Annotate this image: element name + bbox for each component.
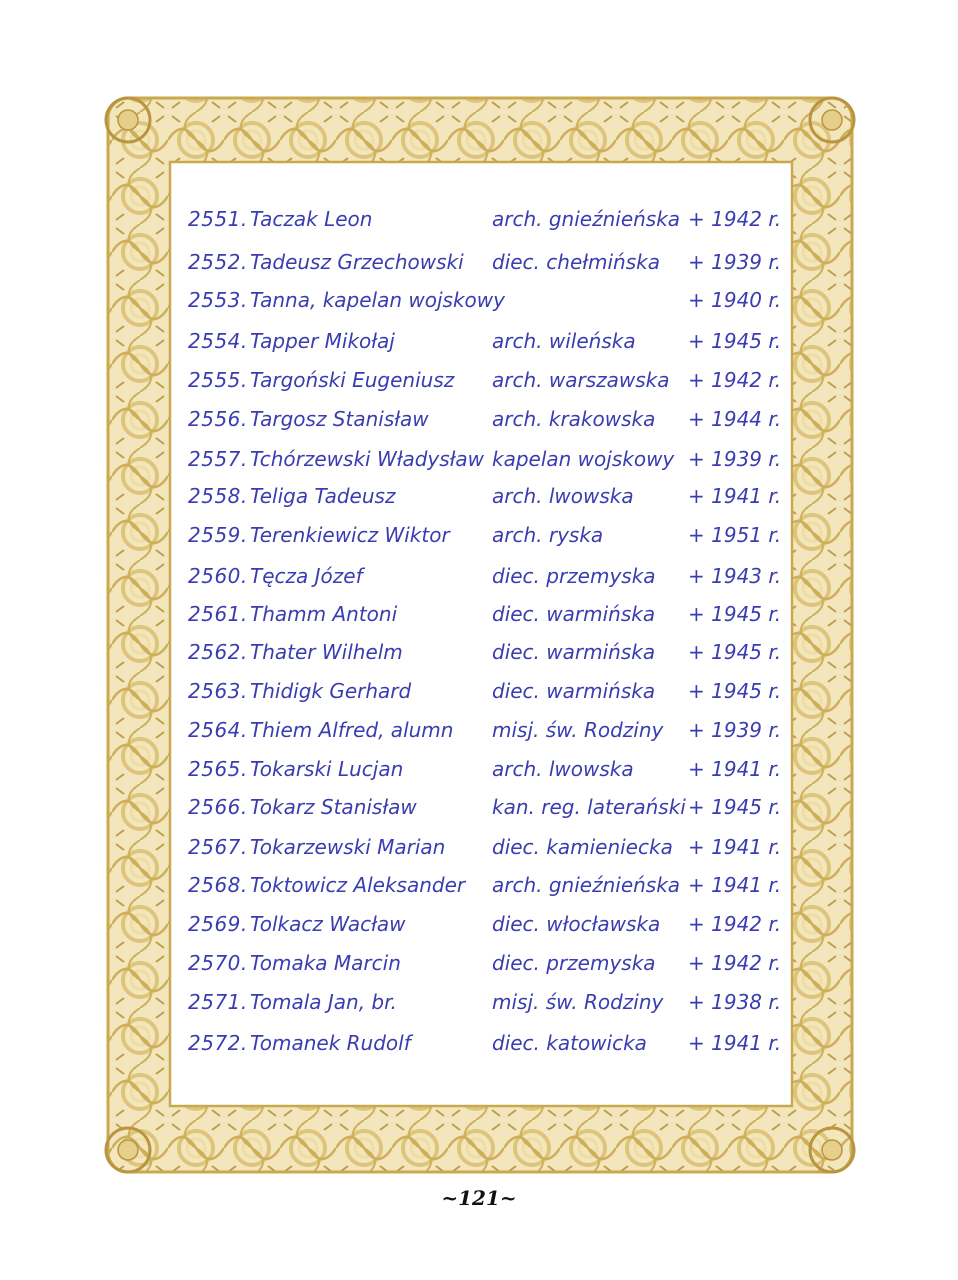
list-item [0,905,958,943]
entry-diocese: arch. lwowska [492,757,634,781]
entry-number: 2563. [188,679,248,703]
entry-diocese: kan. reg. laterański [492,795,686,819]
entry-death: + 1941 r. [688,757,782,781]
entry-number: 2564. [188,718,248,742]
entry-diocese: arch. ryska [492,523,604,547]
entry-number: 2571. [188,990,248,1014]
entry-number: 2554. [188,329,248,353]
entry-diocese: arch. krakowska [492,407,656,431]
entry-number: 2555. [188,368,248,392]
entry-number: 2570. [188,951,248,975]
entry-name: Toktowicz Aleksander [250,873,466,897]
entry-number: 2557. [188,447,248,471]
list-item [0,711,958,749]
entry-death: + 1944 r. [688,407,782,431]
list-item [0,200,958,238]
entry-number: 2558. [188,484,248,508]
entry-name: Tomala Jan, br. [250,990,397,1014]
list-item [0,400,958,438]
entry-death: + 1941 r. [688,873,782,897]
entry-number: 2553. [188,288,248,312]
entry-name: Tomanek Rudolf [250,1031,411,1055]
list-item [0,595,958,633]
entry-number: 2556. [188,407,248,431]
entry-death: + 1939 r. [688,447,782,471]
entry-death: + 1945 r. [688,640,782,664]
entry-death: + 1951 r. [688,523,782,547]
entry-name: Tomaka Marcin [250,951,401,975]
entry-number: 2561. [188,602,248,626]
entry-death: + 1942 r. [688,912,782,936]
entry-diocese: diec. warmińska [492,640,656,664]
entry-diocese: diec. włocławska [492,912,661,936]
entry-name: Taczak Leon [250,207,373,231]
entry-name: Tanna, kapelan wojskowy [250,288,505,312]
entry-death: + 1945 r. [688,602,782,626]
entry-death: + 1941 r. [688,1031,782,1055]
entry-name: Thater Wilhelm [250,640,403,664]
entry-number: 2565. [188,757,248,781]
entry-number: 2569. [188,912,248,936]
entry-name: Targoński Eugeniusz [250,368,455,392]
entry-diocese: diec. przemyska [492,951,656,975]
entry-number: 2552. [188,250,248,274]
entry-number: 2562. [188,640,248,664]
entry-diocese: diec. chełmińska [492,250,660,274]
list-item [0,633,958,671]
entry-name: Tokarz Stanisław [250,795,417,819]
entry-diocese: diec. katowicka [492,1031,647,1055]
list-item [0,866,958,904]
list-item [0,440,958,478]
entry-number: 2567. [188,835,248,859]
entry-name: Targosz Stanisław [250,407,429,431]
entry-number: 2551. [188,207,248,231]
page-number: ~121~ [441,1186,517,1210]
list-item [0,516,958,554]
entry-death: + 1945 r. [688,795,782,819]
entry-diocese: kapelan wojskowy [492,447,675,471]
entry-diocese: arch. gnieźnieńska [492,873,681,897]
entry-diocese: arch. wileńska [492,329,636,353]
entry-name: Thiem Alfred, alumn [250,718,454,742]
entry-number: 2559. [188,523,248,547]
entry-death: + 1939 r. [688,250,782,274]
entry-name: Tęcza Józef [250,564,363,588]
list-item [0,1024,958,1062]
list-item [0,477,958,515]
entry-name: Tokarski Lucjan [250,757,404,781]
entry-diocese: diec. warmińska [492,679,656,703]
entry-name: Terenkiewicz Wiktor [250,523,450,547]
entry-death: + 1940 r. [688,288,782,312]
entry-name: Tokarzewski Marian [250,835,446,859]
list-item [0,557,958,595]
list-item [0,672,958,710]
list-item [0,944,958,982]
list-item [0,361,958,399]
entry-diocese: arch. lwowska [492,484,634,508]
entry-death: + 1938 r. [688,990,782,1014]
entry-name: Thidigk Gerhard [250,679,412,703]
entry-name: Tchórzewski Władysław [250,447,485,471]
entry-diocese: diec. kamieniecka [492,835,673,859]
entry-death: + 1939 r. [688,718,782,742]
list-item [0,322,958,360]
list-item [0,828,958,866]
entry-death: + 1945 r. [688,329,782,353]
list-item [0,281,958,319]
entry-name: Tadeusz Grzechowski [250,250,464,274]
entry-death: + 1942 r. [688,368,782,392]
entry-diocese: diec. warmińska [492,602,656,626]
entry-diocese: arch. warszawska [492,368,670,392]
entry-name: Tapper Mikołaj [250,329,395,353]
list-item [0,750,958,788]
list-item [0,983,958,1021]
entry-number: 2572. [188,1031,248,1055]
entry-death: + 1945 r. [688,679,782,703]
entry-number: 2560. [188,564,248,588]
entry-diocese: arch. gnieźnieńska [492,207,681,231]
entry-death: + 1941 r. [688,484,782,508]
entry-death: + 1943 r. [688,564,782,588]
list-item [0,243,958,281]
entry-death: + 1942 r. [688,207,782,231]
entry-name: Teliga Tadeusz [250,484,396,508]
entry-death: + 1942 r. [688,951,782,975]
list-item [0,788,958,826]
entry-number: 2566. [188,795,248,819]
entry-diocese: misj. św. Rodziny [492,990,664,1014]
entry-death: + 1941 r. [688,835,782,859]
entry-name: Tolkacz Wacław [250,912,406,936]
entry-name: Thamm Antoni [250,602,398,626]
entry-number: 2568. [188,873,248,897]
entry-diocese: misj. św. Rodziny [492,718,664,742]
entry-diocese: diec. przemyska [492,564,656,588]
